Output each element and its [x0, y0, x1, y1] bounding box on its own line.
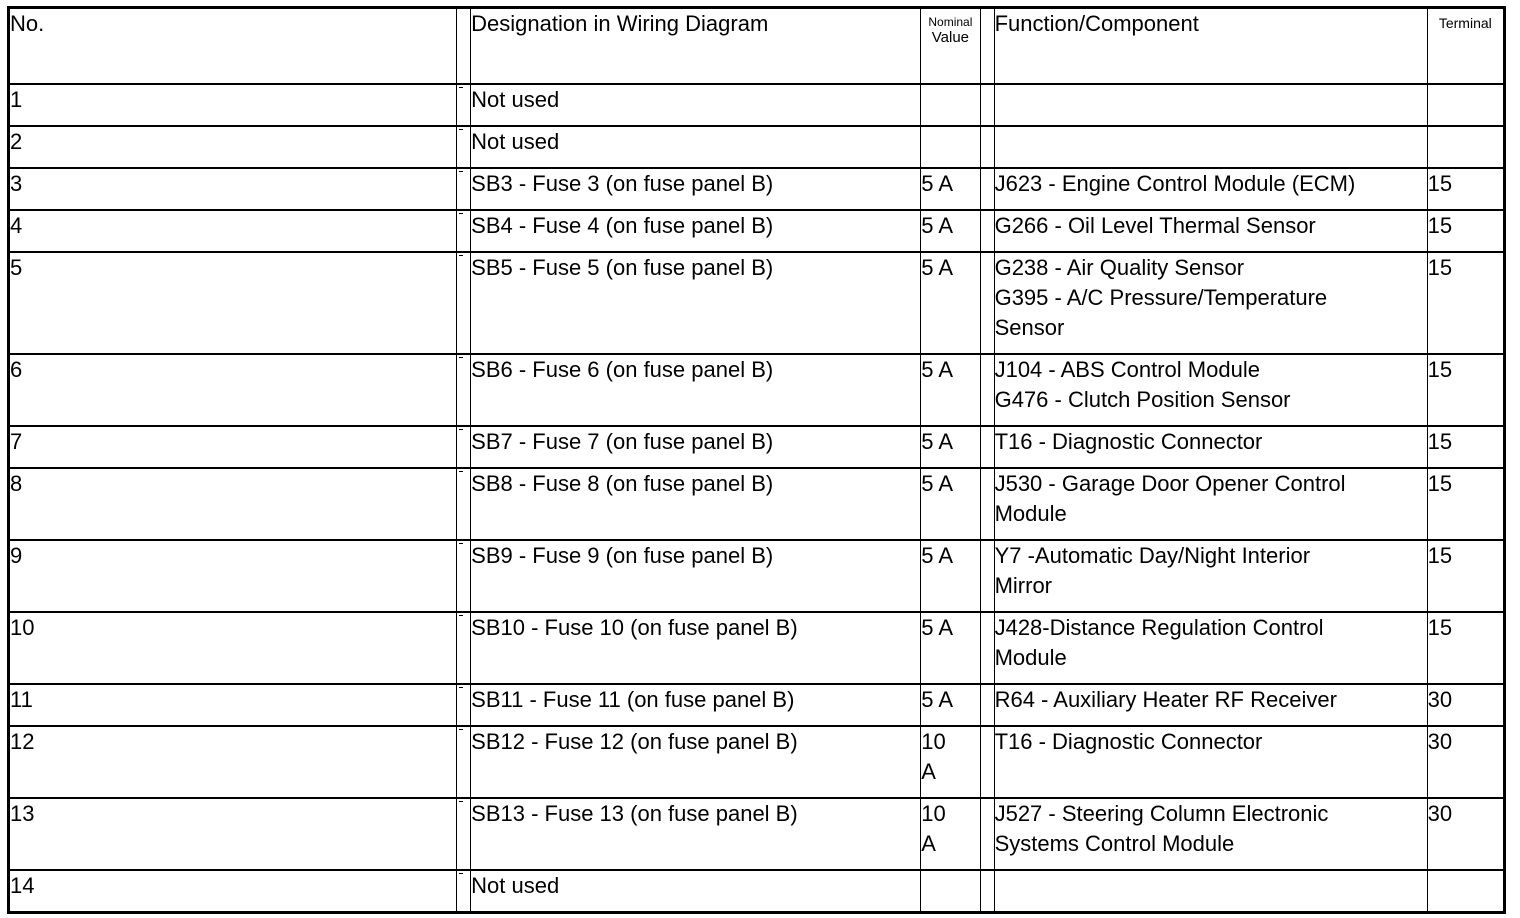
function-line: Mirror [994, 573, 1053, 598]
spacer-cell [457, 684, 471, 726]
cell-function [994, 126, 1427, 168]
cell-terminal: 30 [1427, 684, 1504, 726]
spacer-cell [980, 126, 994, 168]
tick-mark [459, 471, 463, 472]
function-line: J527 - Steering Column Electronic [994, 801, 1329, 826]
function-line: T16 - Diagnostic Connector [994, 429, 1263, 454]
cell-no: 14 [9, 870, 457, 912]
cell-terminal: 15 [1427, 210, 1504, 252]
cell-designation: SB9 - Fuse 9 (on fuse panel B) [471, 540, 921, 612]
cell-no: 6 [9, 354, 457, 426]
nominal-line: 5 A [921, 171, 954, 196]
fuse-table [7, 6, 1506, 914]
tick-mark [459, 213, 463, 214]
spacer-cell [457, 726, 471, 798]
cell-function [994, 210, 1427, 252]
nominal-line: 5 A [921, 213, 954, 238]
tick-mark [459, 543, 463, 544]
spacer-cell [457, 540, 471, 612]
nominal-line: 5 A [921, 357, 954, 382]
cell-nominal [921, 468, 980, 540]
cell-designation: SB4 - Fuse 4 (on fuse panel B) [471, 210, 921, 252]
cell-nominal [921, 84, 980, 126]
spacer-cell [457, 210, 471, 252]
spacer-cell [980, 168, 994, 210]
cell-function [994, 798, 1427, 870]
cell-function [994, 252, 1427, 354]
cell-terminal: 15 [1427, 612, 1504, 684]
spacer-cell [980, 870, 994, 912]
cell-function [994, 426, 1427, 468]
tick-mark [459, 87, 463, 88]
cell-nominal [921, 210, 980, 252]
cell-designation: SB7 - Fuse 7 (on fuse panel B) [471, 426, 921, 468]
cell-function [994, 168, 1427, 210]
table-row [9, 252, 1505, 354]
header-function: Function/Component [994, 8, 1427, 85]
cell-no: 7 [9, 426, 457, 468]
table-row [9, 612, 1505, 684]
spacer-cell [980, 84, 994, 126]
tick-mark [459, 357, 463, 358]
cell-terminal: 15 [1427, 252, 1504, 354]
function-line: J428-Distance Regulation Control [994, 615, 1324, 640]
spacer-cell [457, 126, 471, 168]
cell-nominal [921, 870, 980, 912]
cell-designation: SB8 - Fuse 8 (on fuse panel B) [471, 468, 921, 540]
cell-designation: SB5 - Fuse 5 (on fuse panel B) [471, 252, 921, 354]
cell-no: 10 [9, 612, 457, 684]
function-line: J104 - ABS Control Module [994, 357, 1260, 382]
cell-nominal [921, 426, 980, 468]
function-line: R64 - Auxiliary Heater RF Receiver [994, 687, 1337, 712]
table-row [9, 426, 1505, 468]
spacer-cell [457, 468, 471, 540]
cell-terminal [1427, 84, 1504, 126]
header-nominal-line1: Nominal [928, 15, 973, 29]
cell-terminal [1427, 870, 1504, 912]
cell-nominal [921, 168, 980, 210]
header-no: No. [9, 8, 457, 85]
nominal-line: 5 A [921, 543, 954, 568]
table-row [9, 684, 1505, 726]
tick-mark [459, 129, 463, 130]
function-line: T16 - Diagnostic Connector [994, 729, 1263, 754]
cell-no: 4 [9, 210, 457, 252]
cell-designation: SB6 - Fuse 6 (on fuse panel B) [471, 354, 921, 426]
cell-nominal [921, 798, 980, 870]
cell-designation: SB10 - Fuse 10 (on fuse panel B) [471, 612, 921, 684]
function-line: Systems Control Module [994, 831, 1235, 856]
cell-function [994, 684, 1427, 726]
table-row [9, 84, 1505, 126]
cell-designation: Not used [471, 126, 921, 168]
cell-nominal [921, 252, 980, 354]
table-row [9, 468, 1505, 540]
cell-no: 1 [9, 84, 457, 126]
cell-no: 2 [9, 126, 457, 168]
spacer-cell [980, 426, 994, 468]
tick-mark [459, 615, 463, 616]
spacer-cell [457, 168, 471, 210]
header-spacer [980, 8, 994, 85]
table-row [9, 540, 1505, 612]
cell-nominal [921, 684, 980, 726]
cell-no: 13 [9, 798, 457, 870]
spacer-cell [980, 684, 994, 726]
nominal-line: 10 [921, 801, 946, 826]
spacer-cell [980, 468, 994, 540]
tick-mark [459, 729, 463, 730]
function-line: Sensor [994, 315, 1065, 340]
spacer-cell [980, 210, 994, 252]
cell-no: 12 [9, 726, 457, 798]
table-body [9, 84, 1505, 912]
nominal-line: A [921, 759, 936, 784]
cell-designation: SB3 - Fuse 3 (on fuse panel B) [471, 168, 921, 210]
cell-terminal: 15 [1427, 468, 1504, 540]
table-row [9, 354, 1505, 426]
function-line: J623 - Engine Control Module (ECM) [994, 171, 1356, 196]
spacer-cell [980, 612, 994, 684]
nominal-line: 5 A [921, 615, 954, 640]
cell-terminal: 15 [1427, 426, 1504, 468]
cell-function [994, 612, 1427, 684]
cell-function [994, 84, 1427, 126]
table-row [9, 798, 1505, 870]
cell-nominal [921, 540, 980, 612]
spacer-cell [457, 870, 471, 912]
spacer-cell [457, 354, 471, 426]
cell-nominal [921, 354, 980, 426]
tick-mark [459, 687, 463, 688]
spacer-cell [457, 426, 471, 468]
cell-terminal [1427, 126, 1504, 168]
spacer-cell [457, 84, 471, 126]
cell-terminal: 15 [1427, 540, 1504, 612]
cell-nominal [921, 612, 980, 684]
cell-no: 11 [9, 684, 457, 726]
function-line: J530 - Garage Door Opener Control [994, 471, 1346, 496]
table-row [9, 726, 1505, 798]
nominal-line: 10 [921, 729, 946, 754]
function-line: Module [994, 501, 1067, 526]
function-line: G238 - Air Quality Sensor [994, 255, 1245, 280]
spacer-cell [457, 252, 471, 354]
tick-mark [459, 801, 463, 802]
spacer-cell [457, 798, 471, 870]
tick-mark [459, 255, 463, 256]
header-designation: Designation in Wiring Diagram [471, 8, 921, 85]
cell-designation: SB13 - Fuse 13 (on fuse panel B) [471, 798, 921, 870]
cell-designation: Not used [471, 84, 921, 126]
table-row [9, 126, 1505, 168]
cell-no: 8 [9, 468, 457, 540]
header-terminal: Terminal [1427, 8, 1504, 85]
nominal-line: A [921, 831, 936, 856]
header-nominal-value [921, 8, 980, 85]
nominal-line: 5 A [921, 429, 954, 454]
cell-terminal: 30 [1427, 726, 1504, 798]
function-line: G395 - A/C Pressure/Temperature [994, 285, 1328, 310]
spacer-cell [457, 612, 471, 684]
nominal-line: 5 A [921, 687, 954, 712]
nominal-line: 5 A [921, 471, 954, 496]
cell-function [994, 540, 1427, 612]
spacer-cell [980, 252, 994, 354]
function-line: G476 - Clutch Position Sensor [994, 387, 1291, 412]
spacer-cell [980, 798, 994, 870]
cell-designation: Not used [471, 870, 921, 912]
header-spacer [457, 8, 471, 85]
header-row [9, 8, 1505, 85]
spacer-cell [980, 540, 994, 612]
function-line: Y7 -Automatic Day/Night Interior [994, 543, 1311, 568]
cell-terminal: 30 [1427, 798, 1504, 870]
header-nominal-line2: Value [931, 29, 970, 46]
cell-no: 3 [9, 168, 457, 210]
cell-no: 9 [9, 540, 457, 612]
cell-no: 5 [9, 252, 457, 354]
cell-nominal [921, 126, 980, 168]
cell-terminal: 15 [1427, 354, 1504, 426]
cell-function [994, 726, 1427, 798]
cell-nominal [921, 726, 980, 798]
table-row [9, 168, 1505, 210]
cell-terminal: 15 [1427, 168, 1504, 210]
nominal-line: 5 A [921, 255, 954, 280]
spacer-cell [980, 354, 994, 426]
table-row [9, 210, 1505, 252]
tick-mark [459, 429, 463, 430]
cell-function [994, 468, 1427, 540]
tick-mark [459, 873, 463, 874]
cell-function [994, 870, 1427, 912]
table-row [9, 870, 1505, 912]
cell-designation: SB11 - Fuse 11 (on fuse panel B) [471, 684, 921, 726]
cell-designation: SB12 - Fuse 12 (on fuse panel B) [471, 726, 921, 798]
function-line: Module [994, 645, 1067, 670]
spacer-cell [980, 726, 994, 798]
tick-mark [459, 171, 463, 172]
function-line: G266 - Oil Level Thermal Sensor [994, 213, 1316, 238]
cell-function [994, 354, 1427, 426]
